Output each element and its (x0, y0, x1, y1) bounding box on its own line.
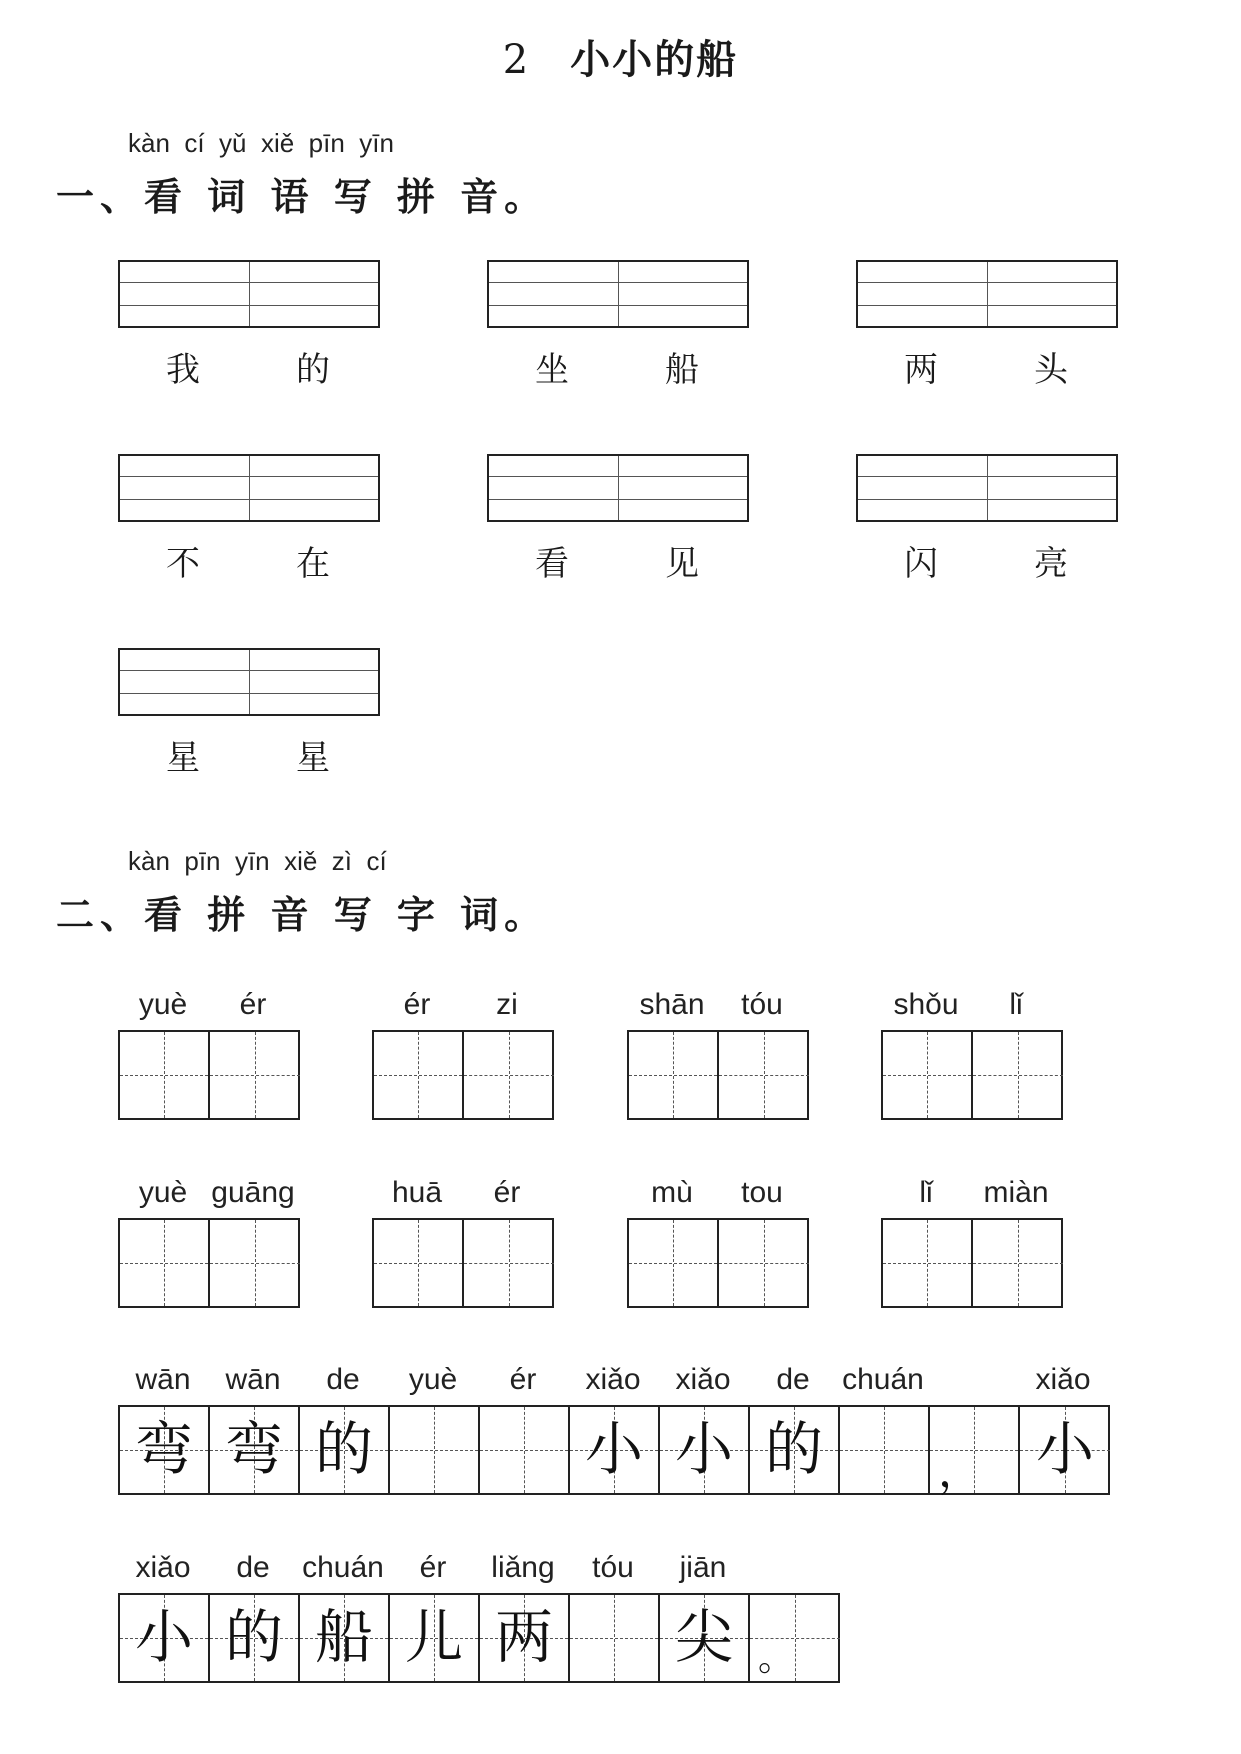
guide-line (374, 1263, 462, 1264)
pinyin-label: liǎng (491, 1551, 555, 1584)
writing-cell[interactable] (374, 1032, 464, 1118)
pinyin-label: guāng (211, 1176, 295, 1209)
divider-line (987, 262, 988, 326)
pinyin-label: tóu (592, 1551, 634, 1584)
pinyin-writing-box[interactable] (487, 454, 749, 522)
given-character: 弯 (134, 1415, 193, 1483)
writing-cell[interactable] (210, 1220, 300, 1306)
pinyin-label: yuè (138, 1176, 188, 1209)
writing-cell[interactable] (930, 1407, 1020, 1497)
writing-cell[interactable] (629, 1220, 719, 1306)
given-character: 小 (674, 1415, 733, 1483)
guide-line (719, 1075, 809, 1076)
writing-cell[interactable] (390, 1407, 480, 1493)
writing-cell[interactable] (660, 1407, 750, 1493)
writing-cell[interactable] (973, 1220, 1063, 1306)
pinyin-label: chuán (842, 1363, 924, 1396)
word-character: 亮 (1034, 544, 1068, 584)
given-character: 小 (584, 1415, 643, 1483)
writing-cell[interactable] (120, 1407, 210, 1493)
guide-line (374, 1075, 462, 1076)
pinyin-label: tou (741, 1176, 783, 1209)
divider-line (987, 456, 988, 520)
pinyin-label: zi (496, 988, 518, 1021)
lesson-number: 2 (502, 37, 531, 83)
guide-line (840, 1450, 928, 1451)
writing-cell[interactable] (120, 1032, 210, 1118)
guide-line (120, 1075, 208, 1076)
two-char-grid (627, 1218, 809, 1308)
pinyin-label: ér (419, 1551, 447, 1584)
given-character: 船 (314, 1603, 373, 1671)
given-character: 的 (314, 1415, 373, 1483)
guide-line (629, 1263, 717, 1264)
divider-line (618, 456, 619, 520)
two-char-grid (627, 1030, 809, 1120)
writing-cell[interactable] (719, 1032, 809, 1118)
writing-cell[interactable] (750, 1407, 840, 1493)
pinyin-label: de (326, 1363, 360, 1396)
guide-line (973, 1263, 1063, 1264)
sentence2-grid (118, 1593, 840, 1683)
given-character: 。 (758, 1638, 795, 1679)
given-character: 小 (1035, 1415, 1094, 1483)
given-character: ， (938, 1446, 982, 1497)
writing-cell[interactable] (570, 1595, 660, 1681)
guide-line (629, 1075, 717, 1076)
writing-cell[interactable] (719, 1220, 809, 1306)
pinyin-writing-box[interactable] (487, 260, 749, 328)
pinyin-label: yuè (408, 1363, 458, 1396)
given-character: 小 (134, 1603, 193, 1671)
given-character: 两 (494, 1603, 553, 1671)
pinyin-writing-box[interactable] (856, 260, 1118, 328)
pinyin-writing-box[interactable] (856, 454, 1118, 522)
writing-cell[interactable] (840, 1407, 930, 1493)
two-char-grid (881, 1218, 1063, 1308)
given-character: 的 (224, 1603, 283, 1671)
pinyin-label: xiǎo (1035, 1363, 1091, 1396)
word-character: 看 (535, 544, 569, 584)
divider-line (249, 456, 250, 520)
section1-heading: 一、看 词 语 写 拼 音。 (56, 175, 549, 219)
pinyin-label: huā (391, 1176, 443, 1209)
given-character: 弯 (224, 1415, 283, 1483)
word-character: 船 (665, 350, 699, 390)
word-character: 星 (166, 738, 200, 778)
writing-cell[interactable] (973, 1032, 1063, 1118)
guide-line (464, 1263, 554, 1264)
pinyin-label: wān (135, 1363, 191, 1396)
writing-cell[interactable] (883, 1220, 973, 1306)
two-char-grid (118, 1030, 300, 1120)
writing-cell[interactable] (464, 1032, 554, 1118)
two-char-grid (372, 1030, 554, 1120)
sentence1-grid (118, 1405, 1110, 1495)
guide-line (120, 1263, 208, 1264)
word-character: 我 (166, 350, 200, 390)
section2-pinyin: kàn pīn yīn xiě zì cí (128, 846, 387, 876)
word-character: 两 (904, 350, 938, 390)
pinyin-writing-box[interactable] (118, 454, 380, 522)
writing-cell[interactable] (390, 1595, 480, 1681)
word-character: 坐 (535, 350, 569, 390)
pinyin-label: yuè (138, 988, 188, 1021)
pinyin-label: wān (225, 1363, 281, 1396)
two-char-grid (881, 1030, 1063, 1120)
guide-line (883, 1263, 971, 1264)
word-character: 星 (296, 738, 330, 778)
pinyin-label: xiǎo (585, 1363, 641, 1396)
writing-cell[interactable] (480, 1407, 570, 1493)
pinyin-label: ér (509, 1363, 537, 1396)
section2-heading: 二、看 拼 音 写 字 词。 (56, 893, 549, 937)
pinyin-label: de (236, 1551, 270, 1584)
pinyin-label: de (776, 1363, 810, 1396)
pinyin-label: miàn (983, 1176, 1049, 1209)
two-char-grid (118, 1218, 300, 1308)
writing-cell[interactable] (300, 1595, 390, 1681)
pinyin-label: chuán (302, 1551, 384, 1584)
word-character: 闪 (904, 544, 938, 584)
pinyin-label: xiǎo (675, 1363, 731, 1396)
pinyin-writing-box[interactable] (118, 260, 380, 328)
pinyin-label: xiǎo (135, 1551, 191, 1584)
pinyin-writing-box[interactable] (118, 648, 380, 716)
writing-cell[interactable] (210, 1032, 300, 1118)
writing-cell[interactable] (464, 1220, 554, 1306)
guide-line (210, 1075, 300, 1076)
pinyin-label: tóu (741, 988, 783, 1021)
writing-cell[interactable] (1020, 1407, 1110, 1493)
guide-line (464, 1075, 554, 1076)
guide-line (210, 1263, 300, 1264)
guide-line (390, 1450, 478, 1451)
writing-cell[interactable] (629, 1032, 719, 1118)
pinyin-label: jiān (679, 1551, 727, 1584)
given-character: 儿 (404, 1603, 463, 1671)
writing-cell[interactable] (660, 1595, 750, 1681)
word-character: 的 (296, 350, 330, 390)
writing-cell[interactable] (210, 1407, 300, 1493)
pinyin-label: ér (403, 988, 431, 1021)
divider-line (618, 262, 619, 326)
given-character: 尖 (674, 1603, 733, 1671)
guide-line (883, 1075, 971, 1076)
section1-pinyin: kàn cí yǔ xiě pīn yīn (128, 128, 394, 158)
word-character: 在 (296, 544, 330, 584)
guide-line (570, 1638, 658, 1639)
pinyin-label: ér (493, 1176, 521, 1209)
writing-cell[interactable] (480, 1595, 570, 1681)
writing-cell[interactable] (120, 1220, 210, 1306)
writing-cell[interactable] (300, 1407, 390, 1493)
word-character: 不 (166, 544, 200, 584)
pinyin-label: shǒu (893, 988, 959, 1021)
given-character: 的 (764, 1415, 823, 1483)
guide-line (973, 1075, 1063, 1076)
page-title (0, 28, 1241, 85)
guide-line (480, 1450, 568, 1451)
writing-cell[interactable] (883, 1032, 973, 1118)
word-character: 头 (1034, 350, 1068, 390)
pinyin-label: shān (639, 988, 705, 1021)
writing-cell[interactable] (120, 1595, 210, 1681)
writing-cell[interactable] (374, 1220, 464, 1306)
word-character: 见 (665, 544, 699, 584)
two-char-grid (372, 1218, 554, 1308)
lesson-title: 小小的船 (570, 36, 739, 83)
divider-line (249, 650, 250, 714)
divider-line (249, 262, 250, 326)
writing-cell[interactable] (210, 1595, 300, 1681)
guide-line (719, 1263, 809, 1264)
writing-cell[interactable] (570, 1407, 660, 1493)
pinyin-label: ér (239, 988, 267, 1021)
pinyin-label: lǐ (919, 1176, 933, 1209)
pinyin-label: lǐ (1009, 988, 1023, 1021)
pinyin-label: mù (651, 1176, 693, 1209)
writing-cell[interactable] (750, 1595, 840, 1681)
